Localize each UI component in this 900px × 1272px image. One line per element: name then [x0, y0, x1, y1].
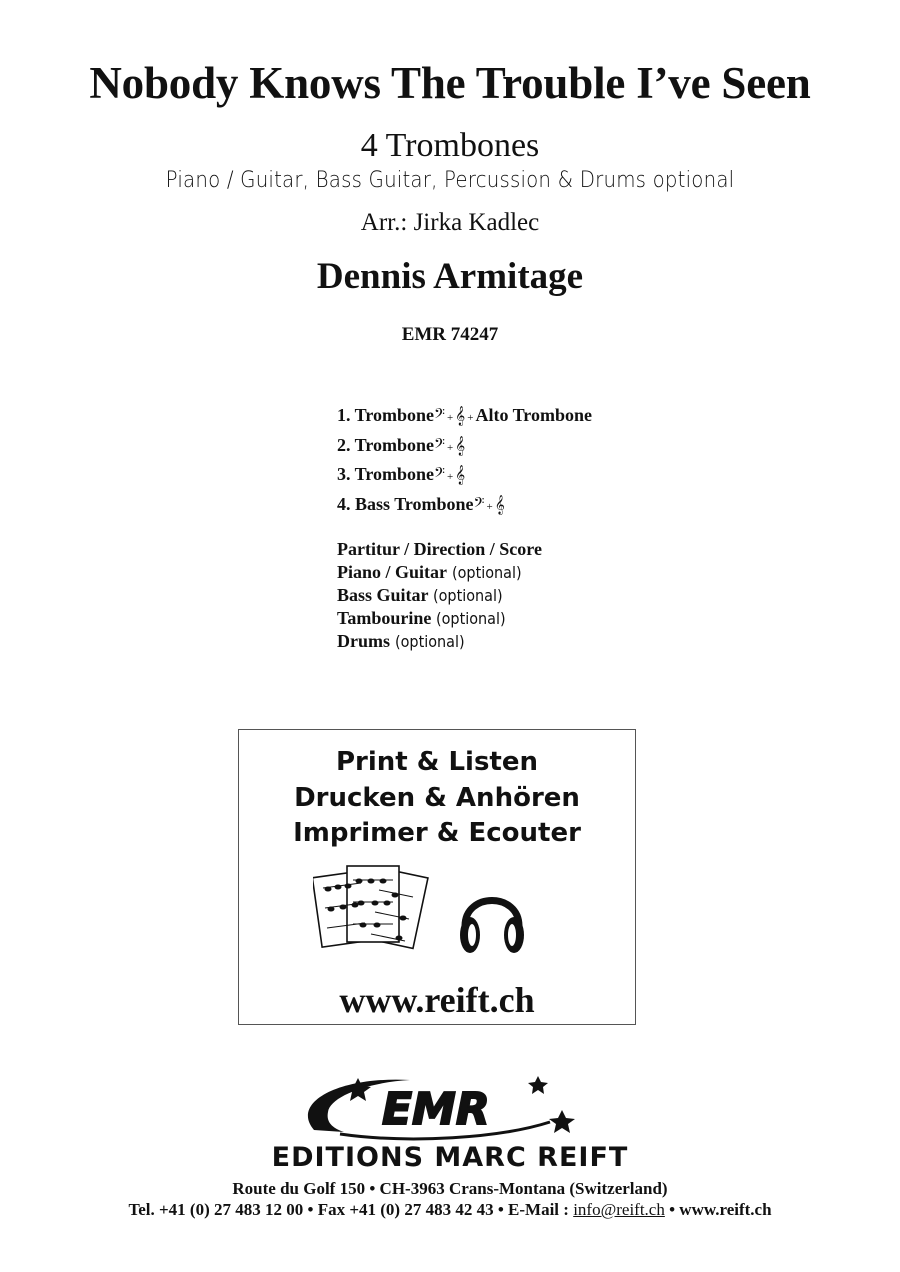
extra-label: Piano / Guitar — [337, 562, 448, 582]
plus-sign: + — [486, 500, 493, 513]
part-label: 1. Trombone — [337, 405, 435, 425]
promo-line-fr: Imprimer & Ecouter — [293, 818, 581, 848]
extra-note: (optional) — [394, 632, 465, 651]
contact-suffix: • www.reift.ch — [664, 1200, 772, 1219]
extra-item — [337, 584, 542, 607]
part-item — [337, 492, 592, 522]
part-label: 2. Trombone — [337, 434, 435, 455]
treble-clef-icon: 𝄞 — [455, 465, 466, 484]
bass-clef-icon: 𝄢 — [473, 494, 485, 514]
contact-prefix: Tel. +41 (0) 27 483 12 00 • Fax +41 (0) 27 483 42 43 • E-Mail : — [128, 1200, 574, 1219]
instrumentation: Piano / Guitar, Bass Guitar, Percussion & Drums optional — [165, 168, 735, 193]
promo-line-de: Drucken & Anhören — [294, 783, 580, 813]
extra-note: (optional) — [433, 586, 503, 605]
plus-sign: + — [446, 412, 454, 424]
extra-note: (optional) — [435, 609, 506, 628]
treble-clef-icon: 𝄞 — [455, 435, 466, 455]
part-item — [337, 403, 592, 433]
star-icon — [528, 1076, 548, 1094]
promo-line-en: Print & Listen — [335, 747, 539, 777]
plus-sign: + — [467, 412, 474, 424]
extra-item — [337, 630, 542, 653]
email-link[interactable]: info@reift.ch — [573, 1200, 665, 1219]
plus-sign: + — [446, 471, 454, 483]
bass-clef-icon: 𝄢 — [434, 406, 445, 425]
extra-label: Drums — [337, 631, 390, 651]
publisher-contact — [0, 1199, 900, 1221]
catalog-number: EMR 74247 — [401, 324, 499, 345]
part-item — [337, 462, 592, 492]
plus-sign: + — [446, 441, 454, 454]
part-item — [337, 433, 592, 463]
extra-label: Partitur / Direction / Score — [337, 539, 542, 559]
arranger: Arr.: Jirka Kadlec — [360, 209, 540, 236]
extra-item — [337, 538, 542, 561]
treble-clef-icon: 𝄞 — [455, 406, 466, 425]
subtitle: 4 Trombones — [360, 127, 540, 164]
part-label: 3. Trombone — [337, 464, 435, 484]
extra-label: Bass Guitar — [337, 585, 429, 605]
extras-list — [337, 538, 542, 653]
page-title: Nobody Knows The Trouble I’ve Seen — [89, 58, 811, 108]
composer: Dennis Armitage — [316, 256, 584, 297]
headphones-icon — [457, 880, 527, 958]
bass-clef-icon: 𝄢 — [434, 465, 445, 484]
part-suffix: Alto Trombone — [475, 405, 592, 425]
bass-clef-icon: 𝄢 — [434, 435, 445, 455]
sheet-music-icon — [313, 860, 443, 960]
print-listen-box — [238, 729, 636, 1025]
treble-clef-icon: 𝄞 — [494, 494, 505, 514]
star-icon — [549, 1110, 575, 1133]
logo-text: EMR — [382, 1084, 490, 1135]
extra-item — [337, 561, 542, 584]
extra-label: Tambourine — [337, 608, 432, 628]
promo-url[interactable]: www.reift.ch — [339, 980, 535, 1020]
parts-list — [337, 403, 592, 521]
emr-logo — [300, 1072, 590, 1142]
part-label: 4. Bass Trombone — [337, 493, 474, 514]
publisher-name: EDITIONS MARC REIFT — [271, 1142, 629, 1173]
extra-note: (optional) — [451, 563, 522, 582]
publisher-address: Route du Golf 150 • CH-3963 Crans-Montana (Switzerland) — [232, 1179, 668, 1198]
extra-item — [337, 607, 542, 630]
